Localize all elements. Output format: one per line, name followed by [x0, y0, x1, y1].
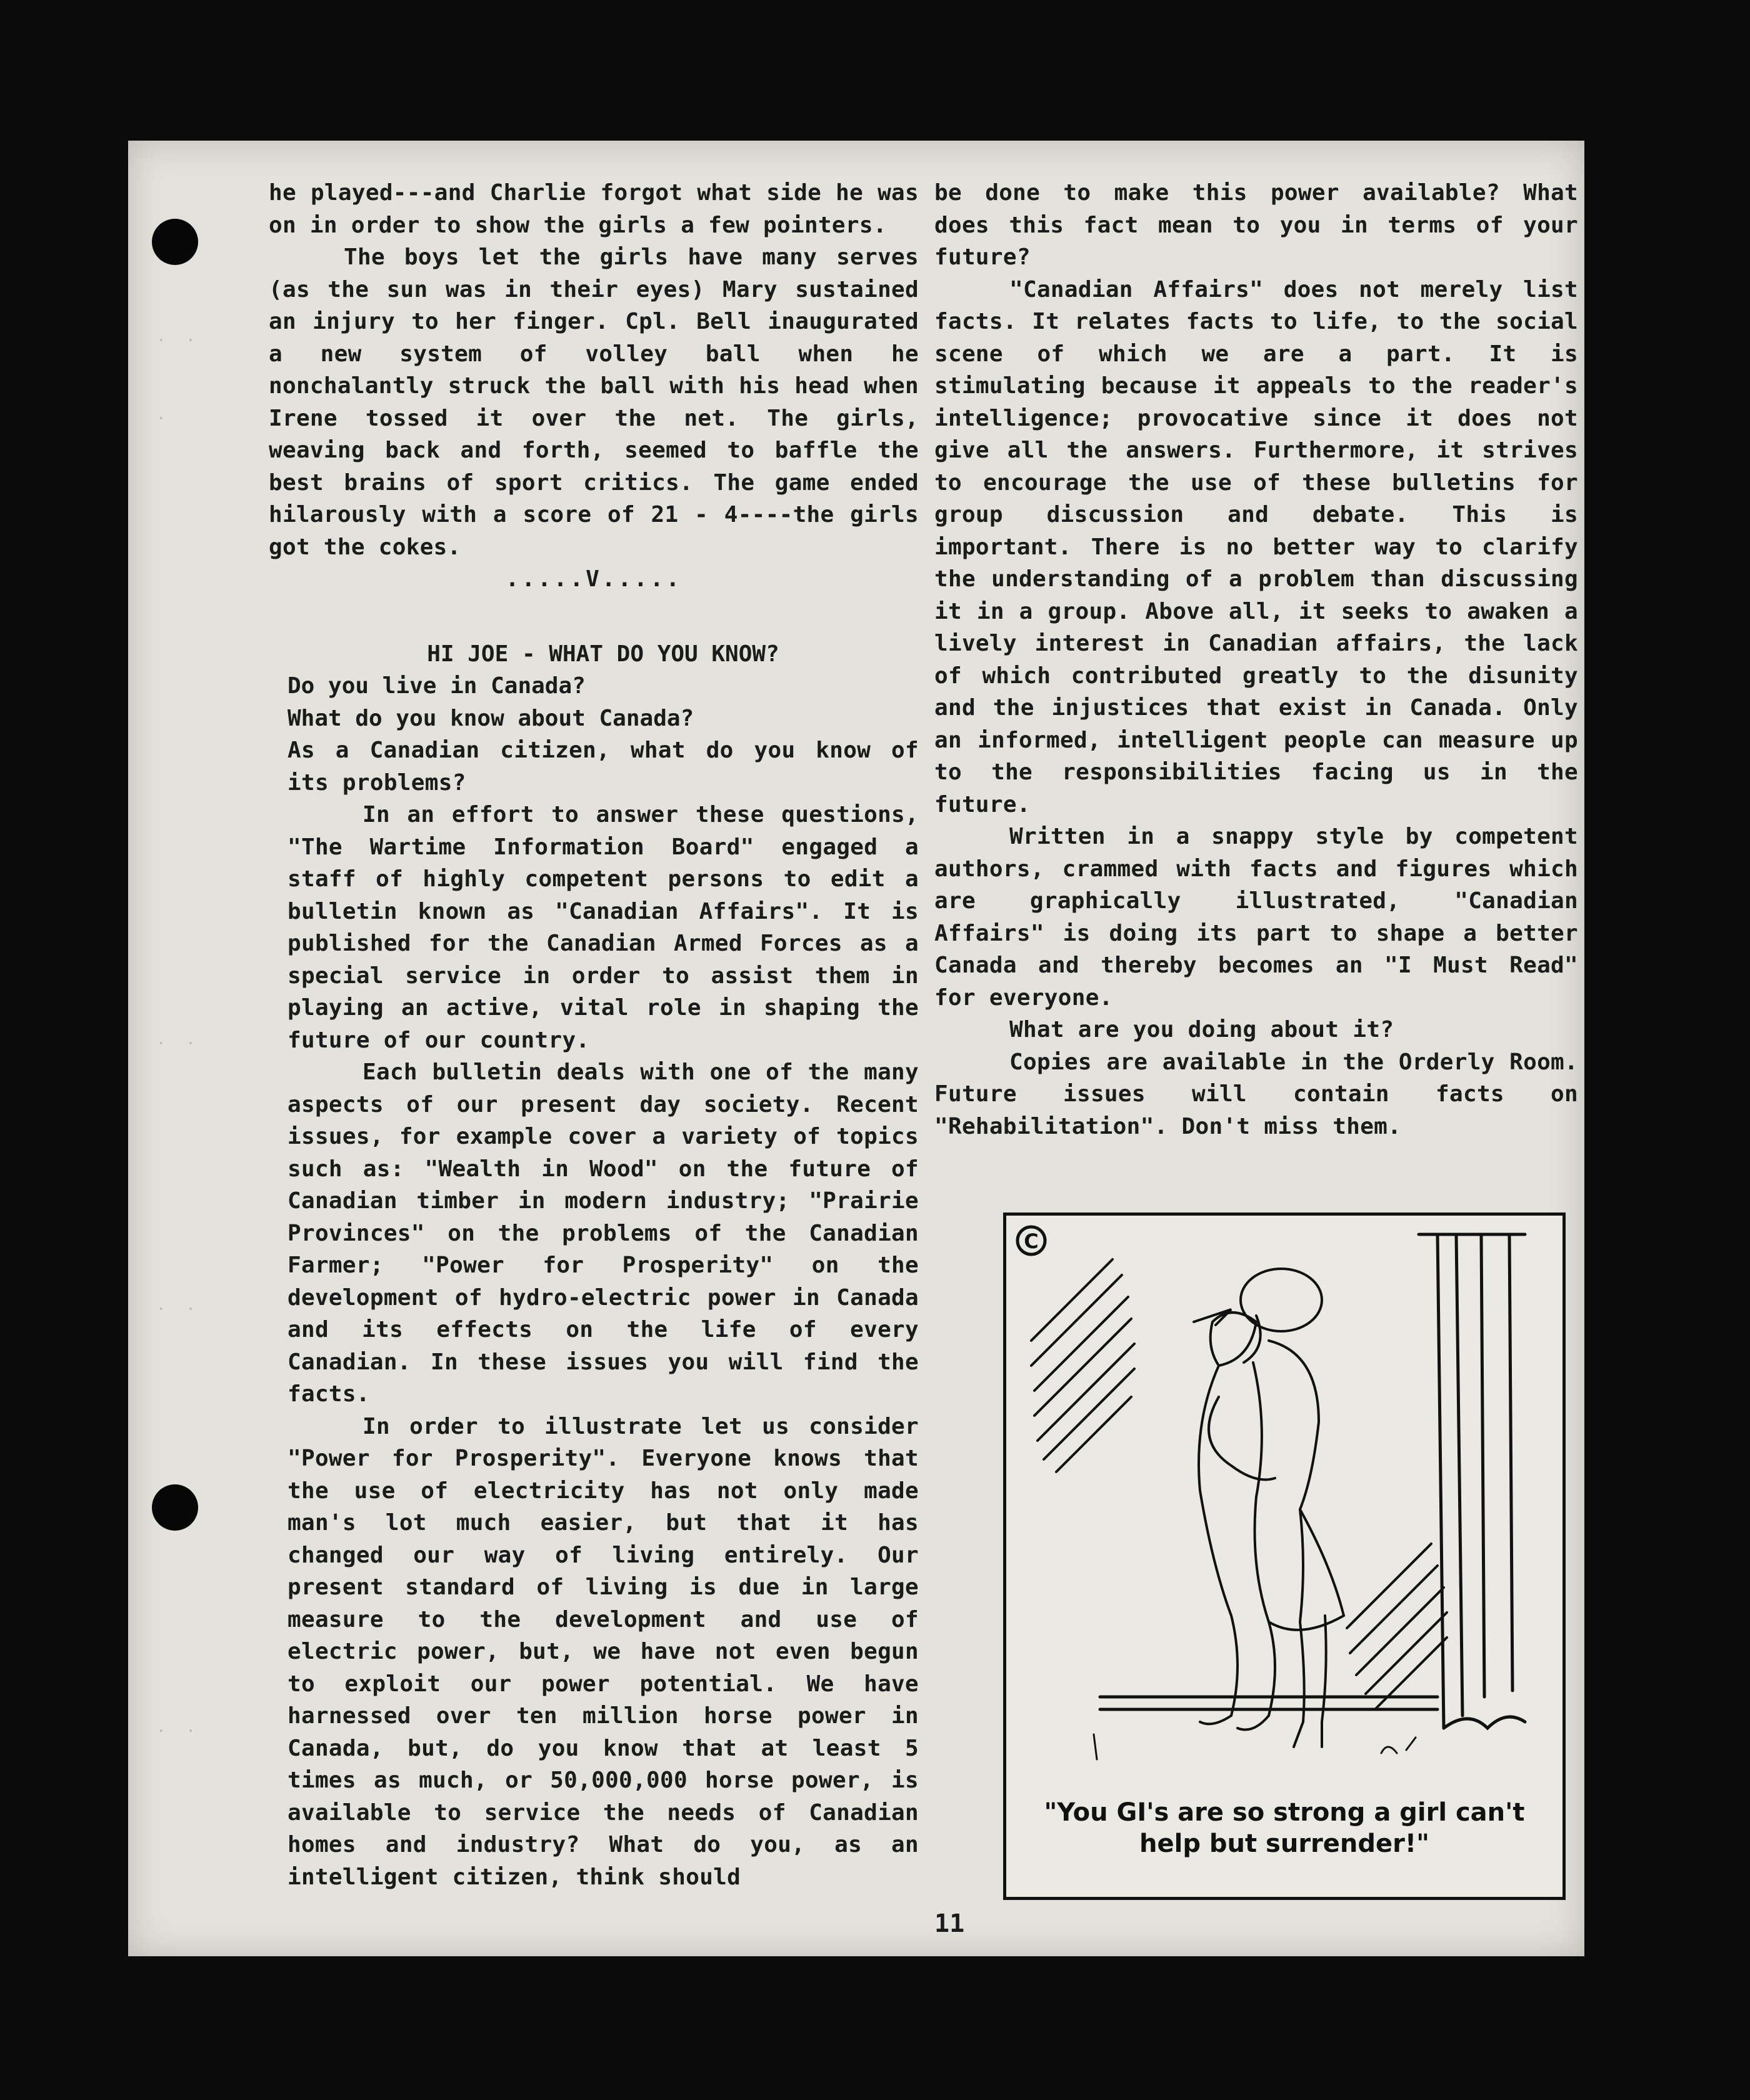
article-paragraph-7: Copies are available in the Orderly Room. Future issues will contain facts on "Rehabilitation". Don't miss them.: [934, 1049, 1578, 1139]
right-column: [934, 177, 1578, 1142]
cartoon-caption: "You GI's are so strong a girl can't help but surrender!": [1044, 1798, 1525, 1858]
corner-mark: C: [1024, 1229, 1039, 1253]
article-continuation: be done to make this power available? What does this fact mean to you in terms of your future?: [934, 180, 1578, 270]
question-3: As a Canadian citizen, what do you know of its problems?: [288, 738, 919, 796]
document-page: [128, 141, 1584, 1956]
margin-mark: · ·: [156, 331, 201, 350]
volleyball-story-end: he played---and Charlie forgot what side he was on in order to show the girls a few pointers.: [269, 180, 919, 238]
binder-hole-top: [152, 219, 198, 265]
cartoon-drawing: [1006, 1216, 1562, 1897]
margin-mark: ·: [156, 409, 171, 428]
question-1: Do you live in Canada?: [288, 673, 586, 699]
article-paragraph-3: In order to illustrate let us consider "Power for Prosperity". Everyone knows that the use of electricity has not only made man's lot much easier, but that it has changed our way of living entirely. Our present standard of living is due in large measure to the development and use of electric power, but, we have not even begun to exploit our power potential. We have harnessed over ten million horse power in Canada, but, do you know that at least 5 times as much, or 50,000,000 horse power, is available to service the needs of Canadian homes and industry? What do you, as an intelligent citizen, think should: [288, 1413, 919, 1890]
article-hi-joe: [269, 638, 919, 1894]
margin-mark: · ·: [156, 1300, 201, 1319]
margin-mark: · ·: [156, 1722, 201, 1741]
volleyball-story-paragraph: The boys let the girls have many serves (as the sun was in their eyes) Mary sustained an injury to her finger. Cpl. Bell inaugurated a new system of volley ball when he nonchalantly struck the ball with his head when Irene tossed it over the net. The girls, weaving back and forth, seemed to baffle the best brains of sport critics. The game ended hilarously with a score of 21 - 4----the girls got the cokes.: [269, 244, 919, 560]
article-paragraph-5: Written in a snappy style by competent authors, crammed with facts and figures which are graphically illustrated, "Canadian Affairs" is doing its part to shape a better Canada and thereby becomes an "I Must Read" for everyone.: [934, 824, 1578, 1011]
cartoon-panel: [1003, 1212, 1566, 1900]
article-paragraph-6: What are you doing about it?: [1009, 1017, 1394, 1042]
margin-mark: · ·: [156, 1034, 201, 1053]
article-paragraph-4: "Canadian Affairs" does not merely list facts. It relates facts to life, to the social scene of which we are a part. It is stimulating because it appeals to the reader's intelligence; provocative since it does not give all the answers. Furthermore, it strives to encourage the use of these bulletins for group discussion and debate. This is important. There is no better way to clarify the understanding of a problem than discussing it in a group. Above all, it seeks to awaken a lively interest in Canadian affairs, the lack of which contributed greatly to the disunity and the injustices that exist in Canada. Only an informed, intelligent people can measure up to the responsibilities facing us in the future.: [934, 276, 1578, 818]
section-divider: .....V.....: [505, 566, 682, 592]
article-heading: HI JOE - WHAT DO YOU KNOW?: [427, 641, 779, 667]
article-paragraph-1: In an effort to answer these questions, "The Wartime Information Board" engaged a staff of highly competent persons to edit a bulletin known as "Canadian Affairs". It is published for the Canadian Armed Forces as a special service in order to assist them in playing an active, vital role in shaping the future of our country.: [288, 802, 919, 1053]
question-2: What do you know about Canada?: [288, 705, 694, 731]
article-paragraph-2: Each bulletin deals with one of the many aspects of our present day society. Recent issues, for example cover a variety of topics such as: "Wealth in Wood" on the future of Canadian timber in modern industry; "Prairie Provinces" on the problems of the Canadian Farmer; "Power for Prosperity" on the development of hydro-electric power in Canada and its effects on the life of every Canadian. In these issues you will find the facts.: [288, 1059, 919, 1407]
page-number: 11: [934, 1909, 965, 1938]
binder-hole-bottom: [152, 1484, 198, 1531]
left-column: [269, 177, 919, 1893]
